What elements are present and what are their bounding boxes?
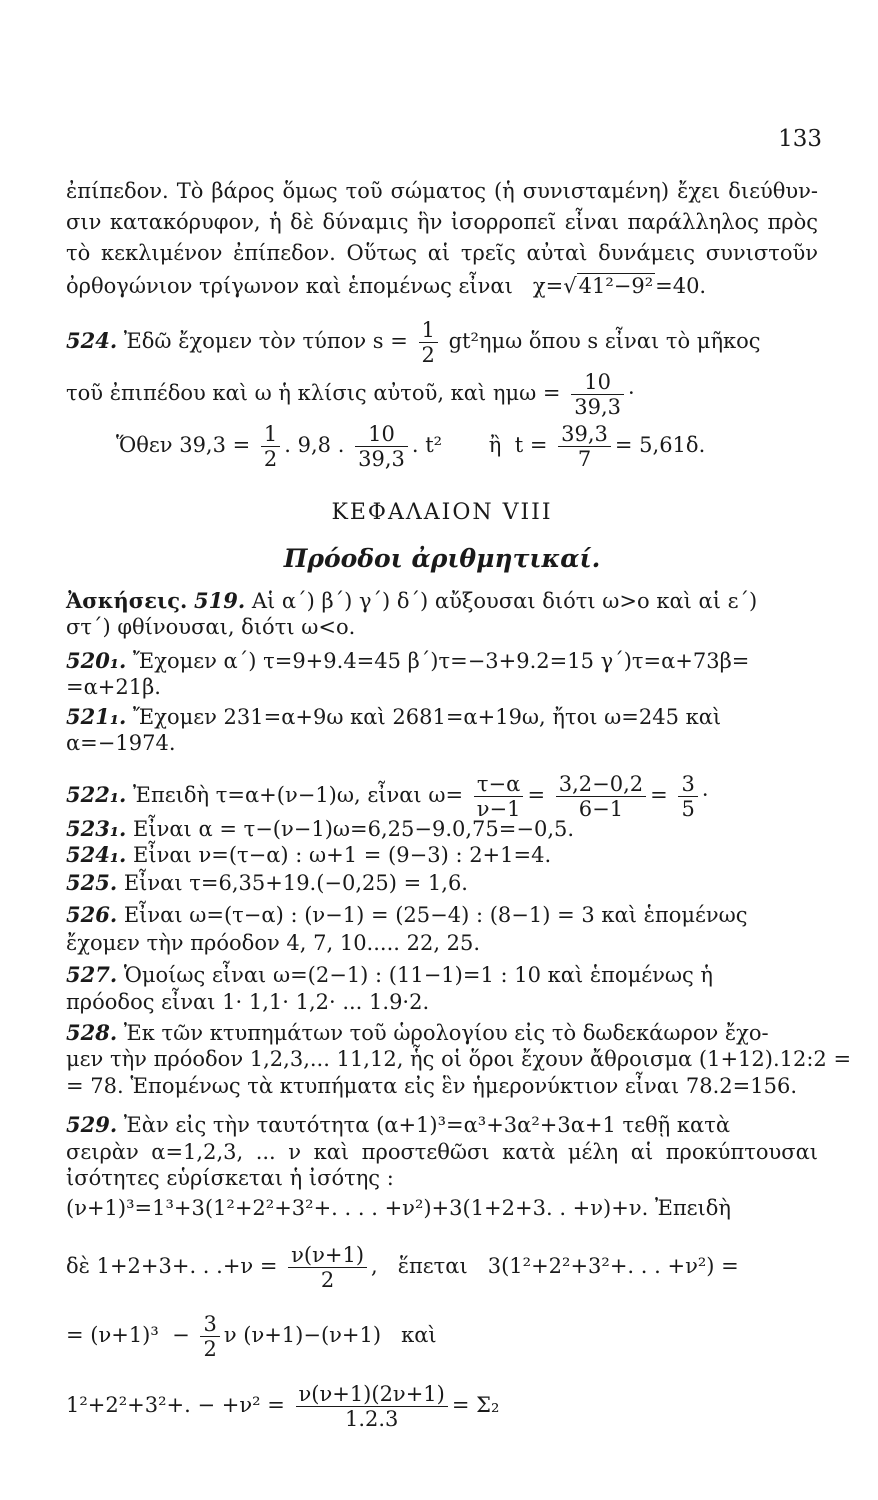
exercise-number: 519. <box>193 588 246 613</box>
radicand: 41²−9² <box>578 274 654 298</box>
exercises-heading: Ἀσκήσεις. <box>66 588 188 613</box>
fraction: $\frac{3}{5}$ <box>678 772 697 821</box>
fraction: $\frac{10}{39,3}$ <box>571 370 624 419</box>
exercise-number: 529. <box>66 1112 118 1137</box>
exercise-525: 525. Εἶναι τ=6,35+19.(−0,25) = 1,6. <box>66 870 468 895</box>
exercise-520-line-1: 520₁. Ἔχομεν α΄) τ=9+9.4=45 β΄)τ=−3+9.2=15 γ΄)τ=α+73β= <box>66 648 750 673</box>
exercise-524-line-1 <box>66 318 818 367</box>
fraction: $\frac{\tau-\alpha}{\nu-1}$ <box>474 772 524 821</box>
intro-line-2: σιν κατακόρυφον, ἡ δὲ δύναμις ἣν ἰσορροπεῖ εἶναι παράλληλος πρὸς <box>66 210 818 234</box>
exercise-529-line-7: 1²+2²+3²+. − +ν² = $\frac{\nu(\nu+1)(2\nu+1)}{1.2.3}$ = Σ₂ <box>66 1382 500 1431</box>
exercise-524-line-3: Ὅθεν 39,3 = $\frac{1}{2}$ . 9,8 . $\frac{10}{39,3}$ . t² ἢ t = $\frac{39,3}{7}$ = 5,61δ. <box>116 422 706 471</box>
exercise-number: 520₁. <box>66 648 127 673</box>
exercise-number: 524₁. <box>66 842 127 867</box>
exercise-number: 523₁. <box>66 816 127 841</box>
exercise-529-line-2: σειρὰν α=1,2,3, ... ν καὶ προστεθῶσι κατὰ μέλη αἱ προκύπτουσαι <box>66 1140 818 1164</box>
fraction: $\frac{3,2-0,2}{6-1}$ <box>556 772 646 821</box>
exercise-519-line-1: Ἀσκήσεις. 519. Αἱ α΄) β΄) γ΄) δ΄) αὔξουσαι διότι ω>ο καὶ αἱ ε΄) <box>66 588 758 613</box>
fraction: $\frac{3}{2}$ <box>200 1312 219 1361</box>
text: gt²ημω ὅπου s εἶναι τὸ μῆκος <box>448 329 761 353</box>
exercise-number: 522₁. <box>66 782 127 807</box>
exercise-number: 521₁. <box>66 704 127 729</box>
exercise-526-line-2: ἔχομεν τὴν πρόοδον 4, 7, 10..... 22, 25. <box>66 931 481 955</box>
fraction: $\frac{1}{2}$ <box>419 318 438 367</box>
exercise-521-line-1: 521₁. Ἔχομεν 231=α+9ω καὶ 2681=α+19ω, ἤτοι ω=245 καὶ <box>66 704 722 729</box>
page-number: 133 <box>778 126 822 152</box>
exercise-527-line-1: 527. Ὁμοίως εἶναι ω=(2−1) : (11−1)=1 : 10 καὶ ἑπομένως ἡ <box>66 962 714 987</box>
exercise-527-line-2: πρόοδος εἶναι 1· 1,1· 1,2· ... 1.9·2. <box>66 990 430 1014</box>
exercise-529-line-1: 529. Ἐὰν εἰς τὴν ταυτότητα (α+1)³=α³+3α²+3α+1 τεθῇ κατὰ <box>66 1112 731 1137</box>
text: Ἐδῶ ἔχομεν τὸν τύπον s = <box>123 329 408 353</box>
exercise-528-line-1: 528. Ἐκ τῶν κτυπημάτων τοῦ ὡρολογίου εἰς τὸ δωδεκάωρον ἔχο- <box>66 1020 769 1045</box>
intro-line-1: ἐπίπεδον. Τὸ βάρος ὅμως τοῦ σώματος (ἡ συνισταμένη) ἔχει διεύθυν- <box>66 179 818 203</box>
intro-line-4-text: ὀρθογώνιον τρίγωνον καὶ ἑπομένως εἶναι <box>66 274 513 298</box>
exercise-529-line-4: (ν+1)³=1³+3(1²+2²+3²+. . . . +ν²)+3(1+2+3. . +ν)+ν. Ἐπειδὴ <box>66 1196 731 1220</box>
fraction: $\frac{\nu(\nu+1)(2\nu+1)}{1.2.3}$ <box>296 1382 448 1431</box>
chi-rhs: =40. <box>655 274 707 298</box>
exercise-522: 522₁. Ἐπειδὴ τ=α+(ν−1)ω, εἶναι ω= $\frac{\tau-\alpha}{\nu-1}$ = $\frac{3,2-0,2}{6-1}$ = $\frac{3}{5}$ · <box>66 772 709 821</box>
chapter-title: ΚΕΦΑΛΑΙΟΝ VIII <box>331 500 553 525</box>
exercise-521-line-2: α=−1974. <box>66 731 176 755</box>
fraction: $\frac{\nu(\nu+1)}{2}$ <box>288 1243 367 1292</box>
chapter-subtitle: Πρόοδοι ἀριθμητικαί. <box>283 544 601 573</box>
fraction: $\frac{39,3}{7}$ <box>558 422 611 471</box>
exercise-number: 524. <box>66 328 118 353</box>
exercise-number: 525. <box>66 870 118 895</box>
exercise-number: 528. <box>66 1020 118 1045</box>
exercise-number: 527. <box>66 962 118 987</box>
exercise-524-line-2: τοῦ ἐπιπέδου καὶ ω ἡ κλίσις αὐτοῦ, καὶ ημω = $\frac{10}{39,3}$ · <box>66 370 635 419</box>
exercise-526-line-1: 526. Εἶναι ω=(τ−α) : (ν−1) = (25−4) : (8−1) = 3 καὶ ἑπομένως <box>66 902 748 927</box>
fraction: $\frac{1}{2}$ <box>261 422 280 471</box>
exercise-529-line-6: = (ν+1)³ − $\frac{3}{2}$ ν (ν+1)−(ν+1) καὶ <box>66 1312 437 1361</box>
text: τοῦ ἐπιπέδου καὶ ω ἡ κλίσις αὐτοῦ, καὶ ημω = <box>66 381 561 405</box>
exercise-524-second: 524₁. Εἶναι ν=(τ−α) : ω+1 = (9−3) : 2+1=4. <box>66 842 552 867</box>
exercise-number: 526. <box>66 902 118 927</box>
intro-line-3: τὸ κεκλιμένον ἐπίπεδον. Οὕτως αἱ τρεῖς αὐταὶ δυνάμεις συνιστοῦν <box>66 241 818 265</box>
exercise-528-line-3: = 78. Ἑπομένως τὰ κτυπήματα εἰς ἓν ἡμερονύκτιον εἶναι 78.2=156. <box>66 1074 798 1098</box>
intro-line-4 <box>66 273 818 299</box>
sqrt-sign: √ <box>563 274 577 298</box>
exercise-523: 523₁. Εἶναι α = τ−(ν−1)ω=6,25−9.0,75=−0,5. <box>66 816 575 841</box>
exercise-528-line-2: μεν τὴν πρόοδον 1,2,3,... 11,12, ἧς οἱ ὅροι ἔχουν ἄθροισμα (1+12).12:2 = <box>66 1047 852 1071</box>
fraction: $\frac{10}{39,3}$ <box>355 422 408 471</box>
exercise-529-line-5: δὲ 1+2+3+. . .+ν = $\frac{\nu(\nu+1)}{2}$ , ἕπεται 3(1²+2²+3²+. . . +ν²) = <box>66 1243 739 1292</box>
exercise-519-line-2: στ΄) φθίνουσαι, διότι ω<ο. <box>66 615 356 639</box>
exercise-529-line-3: ἰσότητες εὑρίσκεται ἡ ἰσότης : <box>66 1166 394 1190</box>
exercise-520-line-2: =α+21β. <box>66 675 161 699</box>
chi-lhs: χ= <box>532 274 564 298</box>
